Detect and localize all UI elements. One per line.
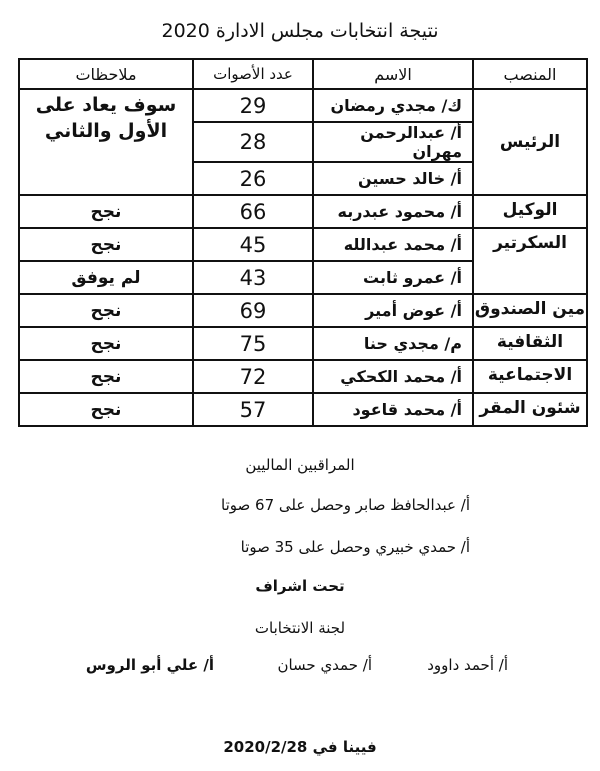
table-row xyxy=(19,294,587,327)
committee-member: أ/ أحمد داوود xyxy=(427,656,508,674)
name-cell: أ/ عمرو ثابت xyxy=(313,261,473,294)
position-cell: السكرتير xyxy=(473,228,587,294)
votes-cell: 28 xyxy=(193,122,313,162)
name-cell: أ/ محمد الكحكي xyxy=(313,360,473,393)
notes-cell: نجح xyxy=(19,294,193,327)
table-row xyxy=(19,228,587,261)
notes-cell: نجح xyxy=(19,327,193,360)
monitor-item: أ/ عبدالحافظ صابر وحصل على 67 صوتا xyxy=(221,496,470,514)
header-notes: ملاحظات xyxy=(19,59,193,89)
votes-cell: 57 xyxy=(193,393,313,426)
position-cell: شئون المقر xyxy=(473,393,587,426)
position-cell: الوكيل xyxy=(473,195,587,228)
notes-cell: نجح xyxy=(19,228,193,261)
votes-cell: 43 xyxy=(193,261,313,294)
results-table xyxy=(18,58,588,427)
date-line: فيينا في 2020/2/28 xyxy=(223,738,377,756)
name-cell: ك/ مجدي رمضان xyxy=(313,89,473,122)
table-header-row xyxy=(19,59,587,89)
notes-cell: سوف يعاد على الأول والثاني xyxy=(19,89,193,195)
votes-cell: 26 xyxy=(193,162,313,195)
header-name: الاسم xyxy=(313,59,473,89)
votes-cell: 45 xyxy=(193,228,313,261)
name-cell: أ/ خالد حسين xyxy=(313,162,473,195)
monitor-item: أ/ حمدي خبيري وحصل على 35 صوتا xyxy=(240,538,470,556)
committee-member: أ/ علي أبو الروس xyxy=(85,656,214,674)
table-row xyxy=(19,393,587,426)
votes-cell: 66 xyxy=(193,195,313,228)
committee-label: لجنة الانتخابات xyxy=(254,619,346,637)
position-cell: الرئيس xyxy=(473,89,587,195)
table-row xyxy=(19,89,587,122)
table-row xyxy=(19,195,587,228)
position-cell: مين الصندوق xyxy=(473,294,587,327)
notes-cell: نجح xyxy=(19,195,193,228)
name-cell: أ/ محمد عبدالله xyxy=(313,228,473,261)
table-row xyxy=(19,360,587,393)
votes-cell: 29 xyxy=(193,89,313,122)
monitors-heading: المراقبين الماليين xyxy=(245,456,355,474)
notes-cell: نجح xyxy=(19,393,193,426)
supervision-label: تحت اشراف xyxy=(255,577,345,595)
votes-cell: 69 xyxy=(193,294,313,327)
notes-cell: نجح xyxy=(19,360,193,393)
position-cell: الثقافية xyxy=(473,327,587,360)
position-cell: الاجتماعية xyxy=(473,360,587,393)
votes-cell: 75 xyxy=(193,327,313,360)
header-votes: عدد الأصوات xyxy=(193,59,313,89)
name-cell: أ/ عوض أمير xyxy=(313,294,473,327)
name-cell: أ/ محمد قاعود xyxy=(313,393,473,426)
committee-member: أ/ حمدي حسان xyxy=(277,656,372,674)
document-title: نتيجة انتخابات مجلس الادارة 2020 xyxy=(161,20,439,42)
table-row xyxy=(19,327,587,360)
name-cell: م/ مجدي حنا xyxy=(313,327,473,360)
votes-cell: 72 xyxy=(193,360,313,393)
name-cell: أ/ محمود عبدربه xyxy=(313,195,473,228)
notes-cell: لم يوفق xyxy=(19,261,193,294)
header-position: المنصب xyxy=(473,59,587,89)
name-cell: أ/ عبدالرحمن مهران xyxy=(313,122,473,162)
